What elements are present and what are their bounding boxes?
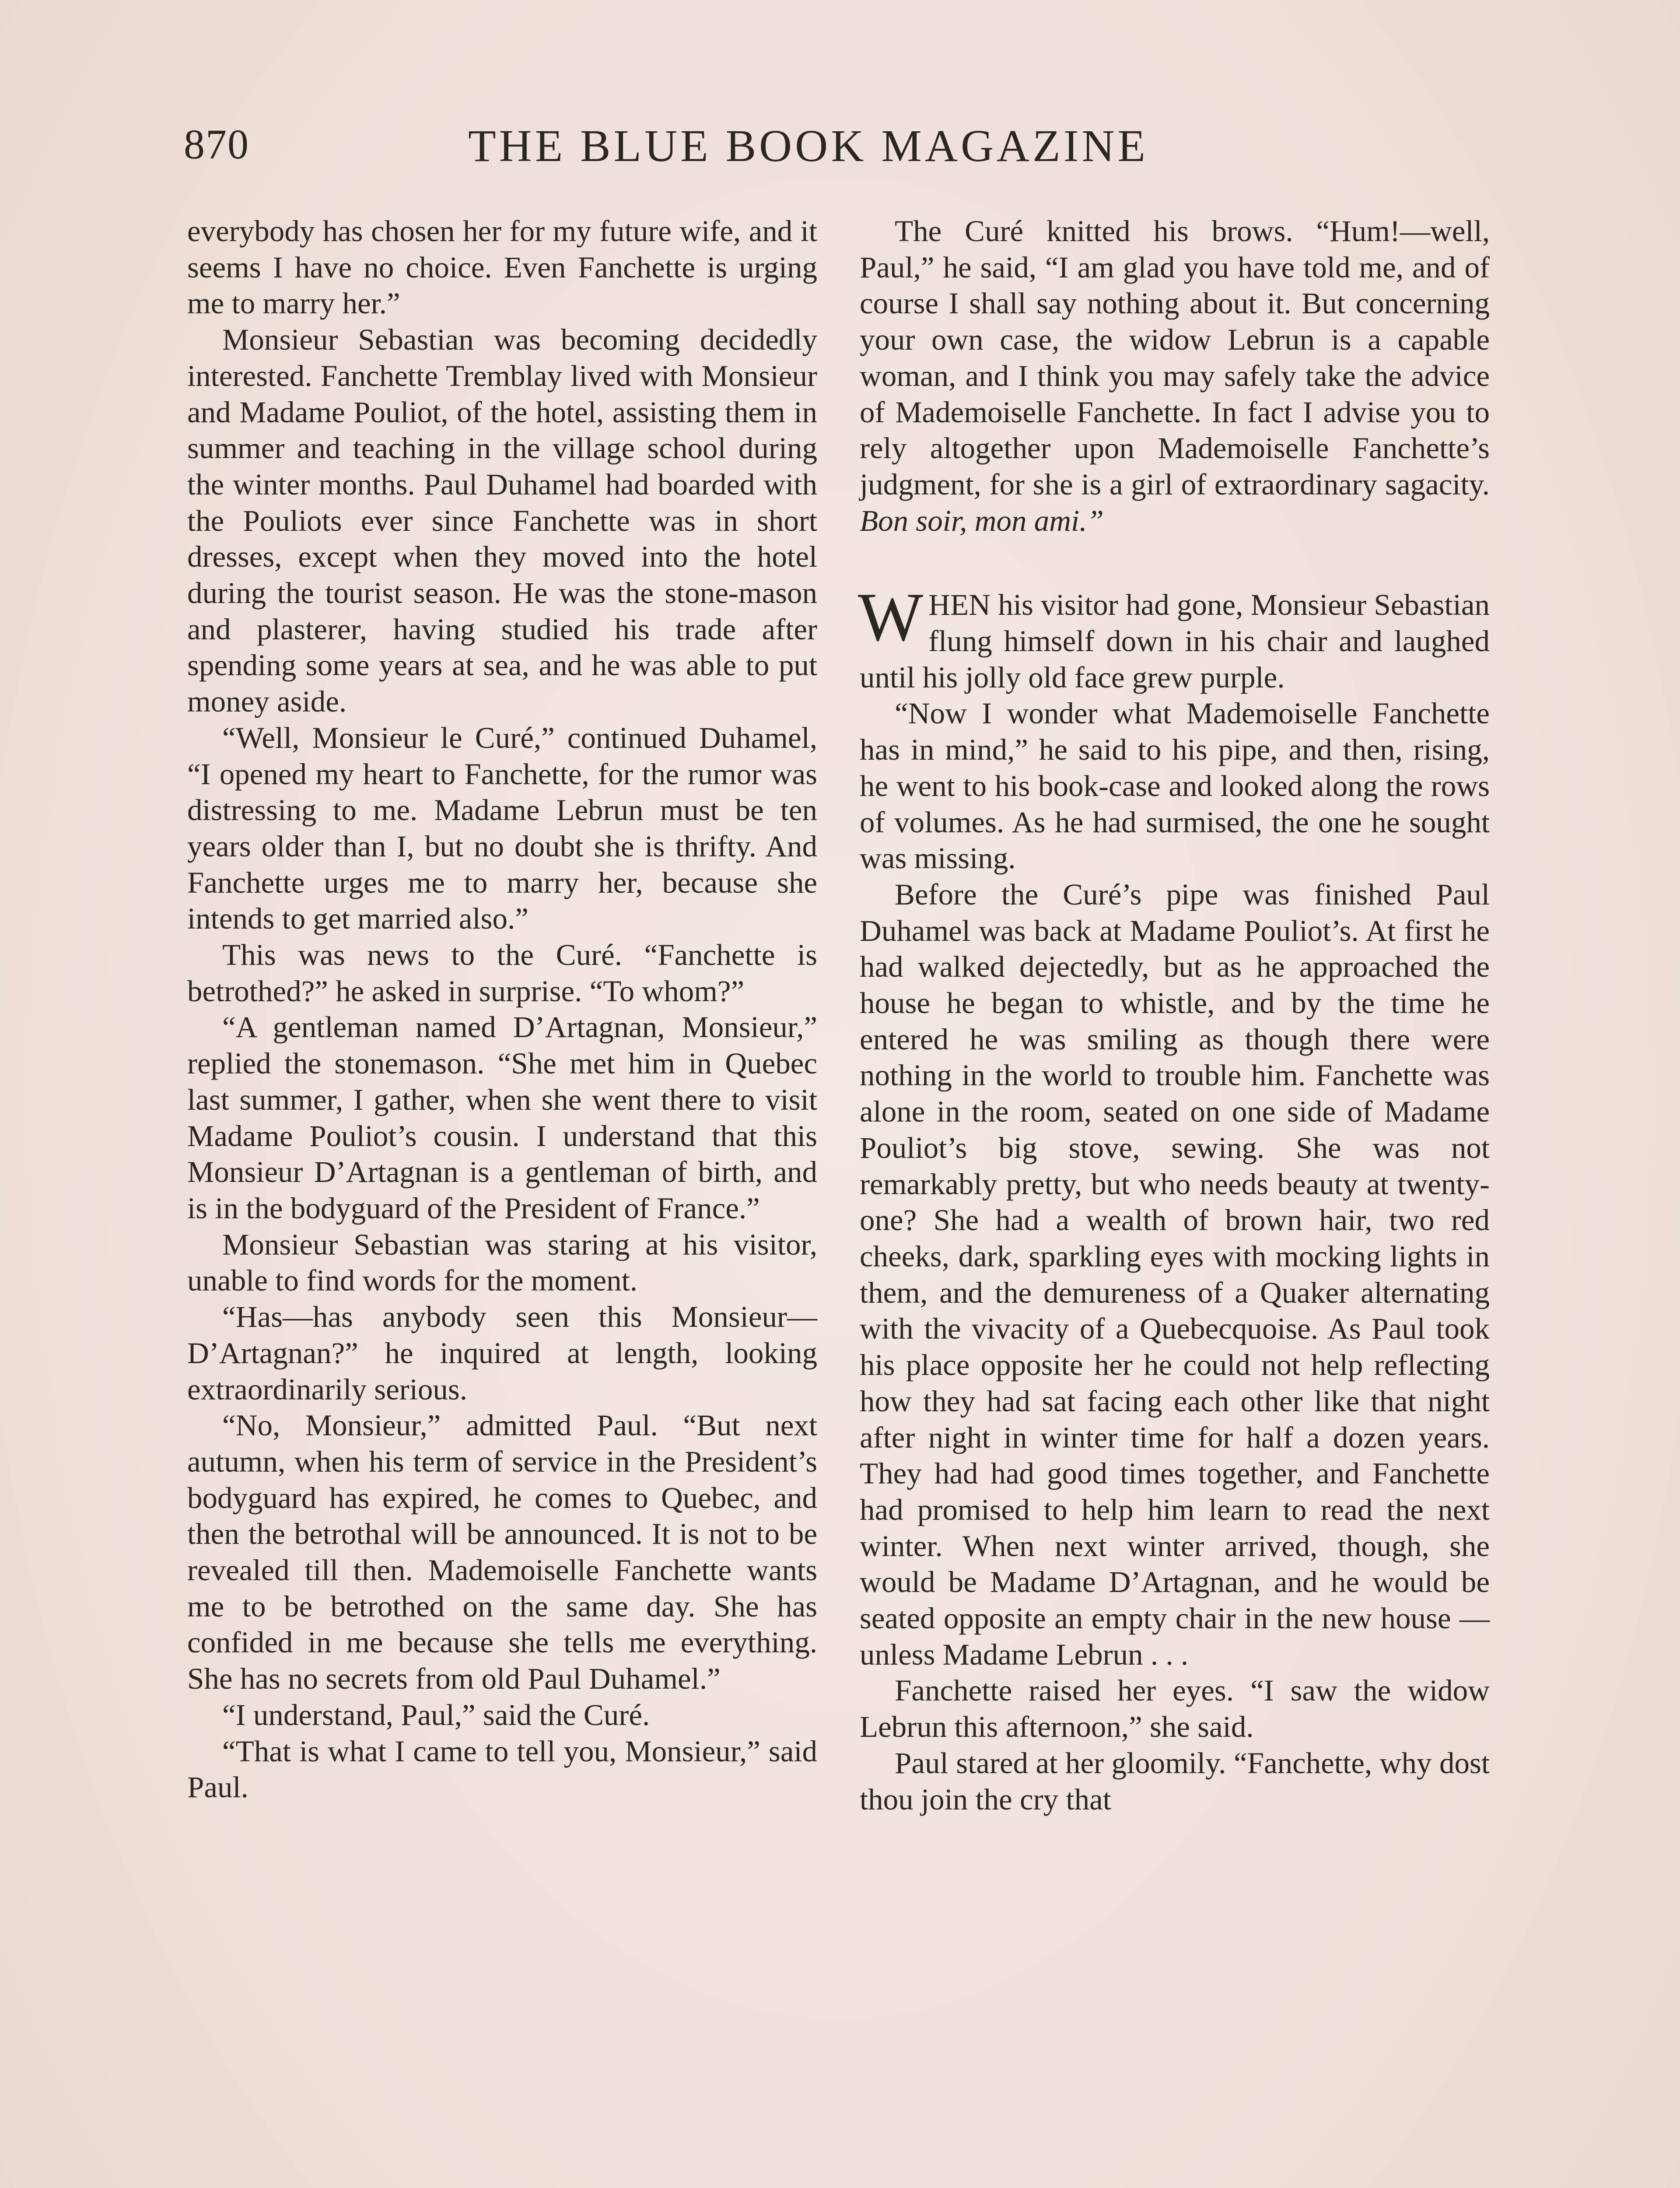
paragraph [860,213,1490,539]
paragraph: Monsieur Sebastian was becoming decidedly interested. Fanchette Tremblay lived with Monsieur and Madame Pouliot, of the hotel, assisting them in summer and teaching in the village school during the winter months. Paul Duhamel had boarded with the Pouliots ever since Fanchette was in short dresses, except when they moved into the hotel during the tourist season. He was the stone-mason and plasterer, having studied his trade after spending some years at sea, and he was able to put money aside. [187,323,817,719]
paragraph-text: HEN his visitor had gone, Monsieur Sebastian flung himself down in his chair and laughed until his jolly old face grew purple. [860,588,1490,694]
paragraph: “Has—has anybody seen this Monsieur—D’Artagnan?” he inquired at length, looking extraordinarily serious. [187,1300,817,1406]
italic-text: Bon soir, mon ami.” [860,504,1104,537]
right-column [860,213,1490,1817]
paragraph: Paul stared at her gloomily. “Fanchette, why dost thou join the cry that [860,1746,1490,1816]
paragraph: everybody has chosen her for my future wife, and it seems I have no choice. Even Fanchette is urging me to marry her.” [187,214,817,320]
paragraph: Fanchette raised her eyes. “I saw the widow Lebrun this afternoon,” she said. [860,1674,1490,1744]
paragraph: “Well, Monsieur le Curé,” continued Duhamel, “I opened my heart to Fanchette, for the rumor was distressing to me. Madame Lebrun must be ten years older than I, but no doubt she is thrifty. And Fanchette urges me to marry her, because she intends to get married also.” [187,721,817,936]
drop-cap: W [858,579,924,656]
left-column [187,213,817,1806]
paragraph: This was news to the Curé. “Fanchette is betrothed?” he asked in surprise. “To whom?” [187,938,817,1008]
section-start-paragraph [858,579,1490,695]
page-number: 870 [184,121,249,168]
page-header [184,115,1501,176]
paragraph: “I understand, Paul,” said the Curé. [222,1698,650,1732]
paragraph-text: The Curé knitted his brows. “Hum!—well, Paul,” he said, “I am glad you have told me, and of course I shall say nothing about it. But concerning your own case, the widow Lebrun is a capable woman, and I think you may safely take the advice of Mademoiselle Fanchette. In fact I advise you to rely altogether upon Mademoiselle Fanchette’s judgment, for she is a girl of extraordinary sagacity. [860,214,1490,501]
paragraph: Before the Curé’s pipe was finished Paul Duhamel was back at Madame Pouliot’s. At first he had walked dejectedly, but as he approached the house he began to whistle, and by the time he entered he was smiling as though there were nothing in the world to trouble him. Fanchette was alone in the room, seated on one side of Madame Pouliot’s big stove, sewing. She was not remarkably pretty, but who needs beauty at twenty-one? She had a wealth of brown hair, two red cheeks, dark, sparkling eyes with mocking lights in them, and the demureness of a Quaker alternating with the vivacity of a Quebecquoise. As Paul took his place opposite her he could not help reflecting how they had sat facing each other like that night after night in winter time for half a dozen years. They had had good times together, and Fanchette had promised to help him learn to read the next winter. When next winter arrived, though, she would be Madame D’Artagnan, and he would be seated opposite an empty chair in the new house — unless Madame Lebrun . . . [860,877,1490,1671]
paragraph: “A gentleman named D’Artagnan, Monsieur,” replied the stonemason. “She met him in Quebec last summer, I gather, when she went there to visit Madame Pouliot’s cousin. I understand that this Monsieur D’Artagnan is a gentleman of birth, and is in the bodyguard of the President of France.” [187,1010,817,1225]
paragraph: “No, Monsieur,” admitted Paul. “But next autumn, when his term of service in the President’s bodyguard has expired, he comes to Quebec, and then the betrothal will be announced. It is not to be revealed till then. Mademoiselle Fanchette wants me to be betrothed on the same day. She has confided in me because she tells me everything. She has no secrets from old Paul Duhamel.” [187,1409,817,1696]
paragraph: Monsieur Sebastian was staring at his visitor, unable to find words for the moment. [187,1227,817,1297]
running-title: THE BLUE BOOK MAGAZINE [468,121,1148,171]
paragraph: “That is what I came to tell you, Monsieur,” said Paul. [187,1734,817,1804]
paragraph: “Now I wonder what Mademoiselle Fanchette has in mind,” he said to his pipe, and then, rising, he went to his book-case and looked along the rows of volumes. As he had surmised, the one he sought was missing. [860,697,1490,875]
